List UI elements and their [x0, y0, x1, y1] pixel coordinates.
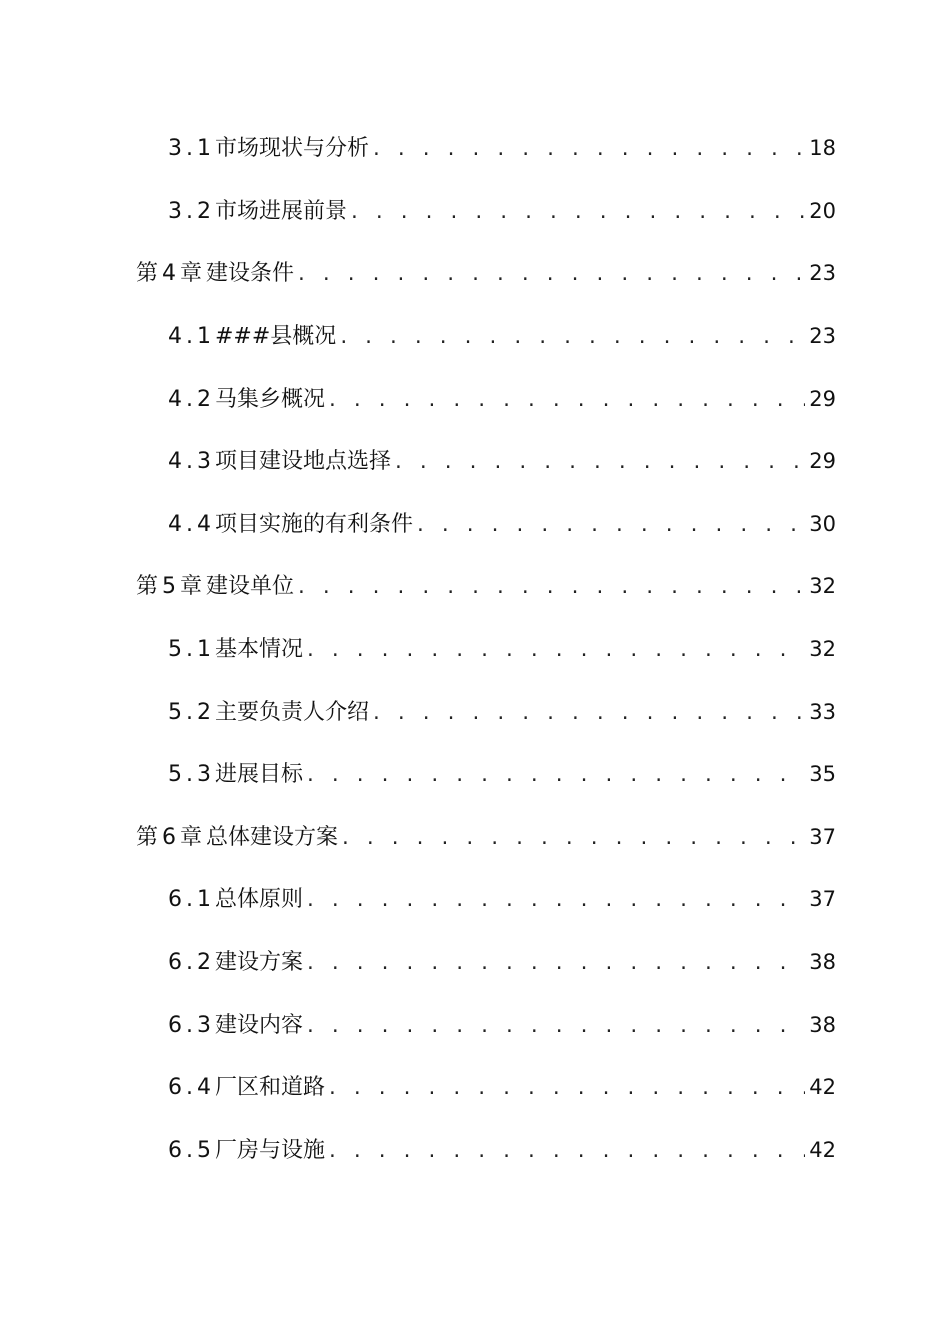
toc-section-entry[interactable] — [0, 1057, 950, 1120]
toc-entry-title: 建设方案 — [215, 950, 304, 976]
toc-entry-page-number: 29 — [809, 386, 836, 411]
toc-entry-page-number: 30 — [809, 511, 836, 536]
toc-dot-leader — [393, 448, 805, 478]
toc-entry-title: 市场现状与分析 — [215, 136, 370, 162]
toc-entry-number: 4.4 — [168, 511, 215, 537]
toc-entry-title: 建设条件 — [206, 261, 295, 287]
toc-section-entry[interactable] — [0, 994, 950, 1057]
toc-entry-line — [168, 321, 836, 353]
toc-entry-title: 建设单位 — [206, 574, 295, 600]
toc-entry-number: 6.2 — [168, 950, 215, 976]
toc-entry-line — [168, 947, 836, 979]
toc-entry-title: 厂区和道路 — [215, 1075, 326, 1101]
toc-dot-leader — [305, 761, 805, 791]
toc-dot-leader — [327, 386, 805, 416]
toc-dot-leader — [305, 1012, 805, 1042]
toc-dot-leader — [338, 323, 805, 353]
toc-dot-leader — [296, 260, 805, 290]
toc-entry-page-number: 32 — [809, 574, 836, 599]
toc-entry-number: 5.3 — [168, 762, 215, 788]
toc-entry-title: 马集乡概况 — [215, 386, 326, 412]
toc-entry-number: 4.3 — [168, 449, 215, 475]
toc-entry-title: 项目建设地点选择 — [215, 449, 392, 475]
toc-entry-line — [136, 571, 836, 603]
toc-section-entry[interactable] — [0, 118, 950, 181]
toc-entry-line — [136, 822, 836, 854]
toc-entry-page-number: 37 — [809, 824, 836, 849]
toc-entry-line — [168, 1135, 836, 1167]
toc-entry-page-number: 42 — [809, 1075, 836, 1100]
toc-entry-title: 建设内容 — [215, 1012, 304, 1038]
toc-entry-page-number: 38 — [809, 950, 836, 975]
toc-dot-leader — [340, 824, 805, 854]
toc-entry-page-number: 18 — [809, 136, 836, 161]
toc-entry-number: 4.1 — [168, 324, 215, 350]
toc-entry-line — [168, 1072, 836, 1104]
toc-entry-number: 6.3 — [168, 1012, 215, 1038]
toc-dot-leader — [371, 135, 805, 165]
toc-section-entry[interactable] — [0, 681, 950, 744]
toc-entry-page-number: 33 — [809, 699, 836, 724]
toc-entry-page-number: 42 — [809, 1137, 836, 1162]
toc-section-entry[interactable] — [0, 1120, 950, 1183]
toc-section-entry[interactable] — [0, 181, 950, 244]
toc-chapter-entry[interactable] — [0, 243, 950, 306]
toc-dot-leader — [305, 636, 805, 666]
toc-chapter-entry[interactable] — [0, 807, 950, 870]
toc-entry-title: ###县概况 — [215, 324, 337, 350]
toc-entry-number: 5.2 — [168, 699, 215, 725]
toc-entry-line — [136, 258, 836, 290]
toc-dot-leader — [415, 511, 805, 541]
toc-entry-number: 第6章 — [136, 824, 206, 850]
toc-section-entry[interactable] — [0, 619, 950, 682]
toc-entry-line — [168, 384, 836, 416]
toc-section-entry[interactable] — [0, 744, 950, 807]
toc-dot-leader — [305, 886, 805, 916]
toc-entry-number: 4.2 — [168, 386, 215, 412]
toc-section-entry[interactable] — [0, 368, 950, 431]
toc-entry-line — [168, 196, 836, 228]
toc-section-entry[interactable] — [0, 306, 950, 369]
toc-entry-number: 3.2 — [168, 198, 215, 224]
toc-entry-number: 第5章 — [136, 574, 206, 600]
toc-section-entry[interactable] — [0, 932, 950, 995]
toc-dot-leader — [305, 949, 805, 979]
toc-dot-leader — [296, 573, 805, 603]
toc-entry-line — [168, 446, 836, 478]
toc-entry-title: 总体建设方案 — [206, 824, 339, 850]
toc-dot-leader — [327, 1137, 805, 1167]
toc-section-entry[interactable] — [0, 431, 950, 494]
toc-entry-number: 3.1 — [168, 136, 215, 162]
toc-entry-number: 6.4 — [168, 1075, 215, 1101]
toc-entry-number: 6.1 — [168, 887, 215, 913]
toc-entry-title: 项目实施的有利条件 — [215, 511, 414, 537]
toc-entry-title: 厂房与设施 — [215, 1137, 326, 1163]
toc-dot-leader — [327, 1074, 805, 1104]
toc-entry-line — [168, 697, 836, 729]
toc-entry-line — [168, 133, 836, 165]
toc-entry-title: 进展目标 — [215, 762, 304, 788]
toc-section-entry[interactable] — [0, 869, 950, 932]
toc-entry-title: 市场进展前景 — [215, 198, 348, 224]
toc-dot-leader — [371, 699, 805, 729]
toc-entry-line — [168, 1010, 836, 1042]
toc-entry-number: 5.1 — [168, 637, 215, 663]
toc-entry-number: 第4章 — [136, 261, 206, 287]
toc-entry-page-number: 38 — [809, 1012, 836, 1037]
toc-entry-title: 总体原则 — [215, 887, 304, 913]
toc-entry-page-number: 32 — [809, 637, 836, 662]
toc-entry-title: 主要负责人介绍 — [215, 699, 370, 725]
toc-entry-page-number: 20 — [809, 198, 836, 223]
toc-entry-page-number: 23 — [809, 261, 836, 286]
toc-entry-line — [168, 509, 836, 541]
toc-entry-title: 基本情况 — [215, 637, 304, 663]
toc-entry-line — [168, 759, 836, 791]
toc-entry-page-number: 29 — [809, 449, 836, 474]
table-of-contents — [0, 118, 950, 1182]
toc-entry-page-number: 37 — [809, 887, 836, 912]
toc-entry-line — [168, 884, 836, 916]
toc-entry-number: 6.5 — [168, 1137, 215, 1163]
toc-chapter-entry[interactable] — [0, 556, 950, 619]
toc-entry-page-number: 35 — [809, 762, 836, 787]
toc-section-entry[interactable] — [0, 494, 950, 557]
toc-entry-page-number: 23 — [809, 324, 836, 349]
toc-entry-line — [168, 634, 836, 666]
toc-dot-leader — [349, 198, 805, 228]
